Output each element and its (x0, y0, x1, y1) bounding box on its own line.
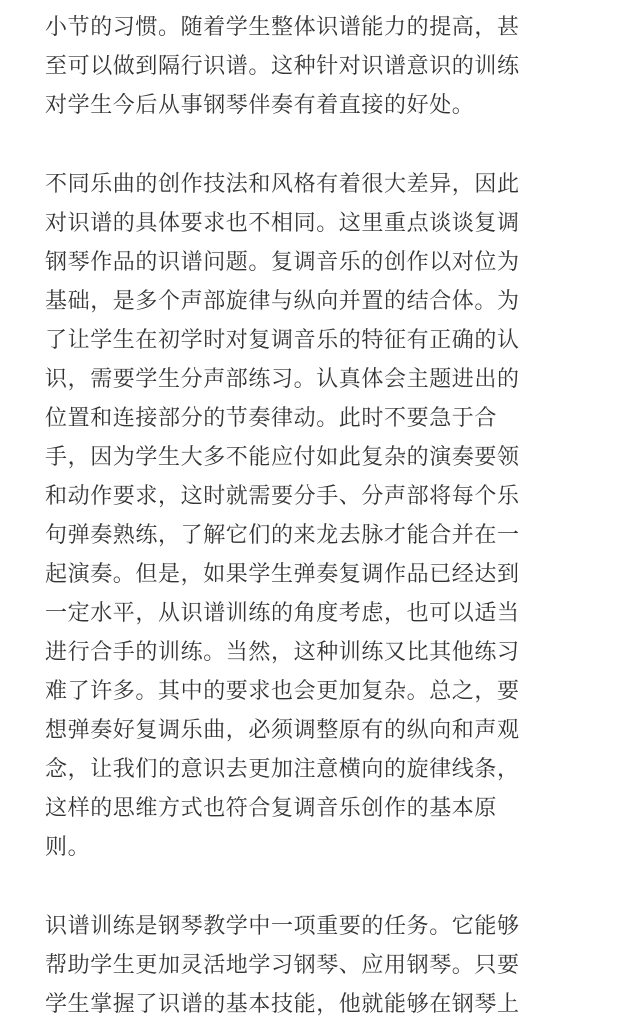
paragraph (45, 165, 605, 867)
text-line: 难了许多。其中的要求也会更加复杂。总之，要 (45, 679, 520, 704)
text-line: 识，需要学生分声部练习。认真体会主题进出的 (45, 367, 520, 392)
text-line: 手，因为学生大多不能应付如此复杂的演奏要领 (45, 445, 520, 470)
text-line: 学生掌握了识谱的基本技能，他就能够在钢琴上 (45, 992, 520, 1017)
paragraph-spacer (45, 867, 605, 907)
text-line: 小节的习惯。随着学生整体识谱能力的提高，甚 (45, 15, 520, 40)
text-line: 钢琴作品的识谱问题。复调音乐的创作以对位为 (45, 250, 520, 275)
text-line: 不同乐曲的创作技法和风格有着很大差异，因此 (45, 172, 520, 197)
text-line: 和动作要求，这时就需要分手、分声部将每个乐 (45, 484, 520, 509)
text-line: 识谱训练是钢琴教学中一项重要的任务。它能够 (45, 914, 520, 939)
paragraph (45, 907, 605, 1024)
text-line: 对学生今后从事钢琴伴奏有着直接的好处。 (45, 93, 475, 118)
text-line: 句弹奏熟练，了解它们的来龙去脉才能合并在一 (45, 523, 520, 548)
text-line: 对识谱的具体要求也不相同。这里重点谈谈复调 (45, 211, 520, 236)
text-line: 位置和连接部分的节奏律动。此时不要急于合 (45, 406, 498, 431)
paragraph (45, 8, 605, 125)
text-line: 了让学生在初学时对复调音乐的特征有正确的认 (45, 328, 520, 353)
text-line: 帮助学生更加灵活地学习钢琴、应用钢琴。只要 (45, 953, 520, 978)
paragraph-spacer (45, 125, 605, 165)
text-line: 进行合手的训练。当然，这种训练又比其他练习 (45, 640, 520, 665)
text-line: 想弹奏好复调乐曲，必须调整原有的纵向和声观 (45, 718, 520, 743)
text-line: 至可以做到隔行识谱。这种针对识谱意识的训练 (45, 54, 520, 79)
text-line: 念，让我们的意识去更加注意横向的旋律线条， (45, 757, 520, 782)
text-line: 起演奏。但是，如果学生弹奏复调作品已经达到 (45, 562, 520, 587)
text-line: 则。 (45, 835, 91, 860)
text-line: 一定水平，从识谱训练的角度考虑，也可以适当 (45, 601, 520, 626)
article-body (45, 8, 605, 1024)
text-line: 这样的思维方式也符合复调音乐创作的基本原 (45, 796, 498, 821)
text-line: 基础，是多个声部旋律与纵向并置的结合体。为 (45, 289, 520, 314)
